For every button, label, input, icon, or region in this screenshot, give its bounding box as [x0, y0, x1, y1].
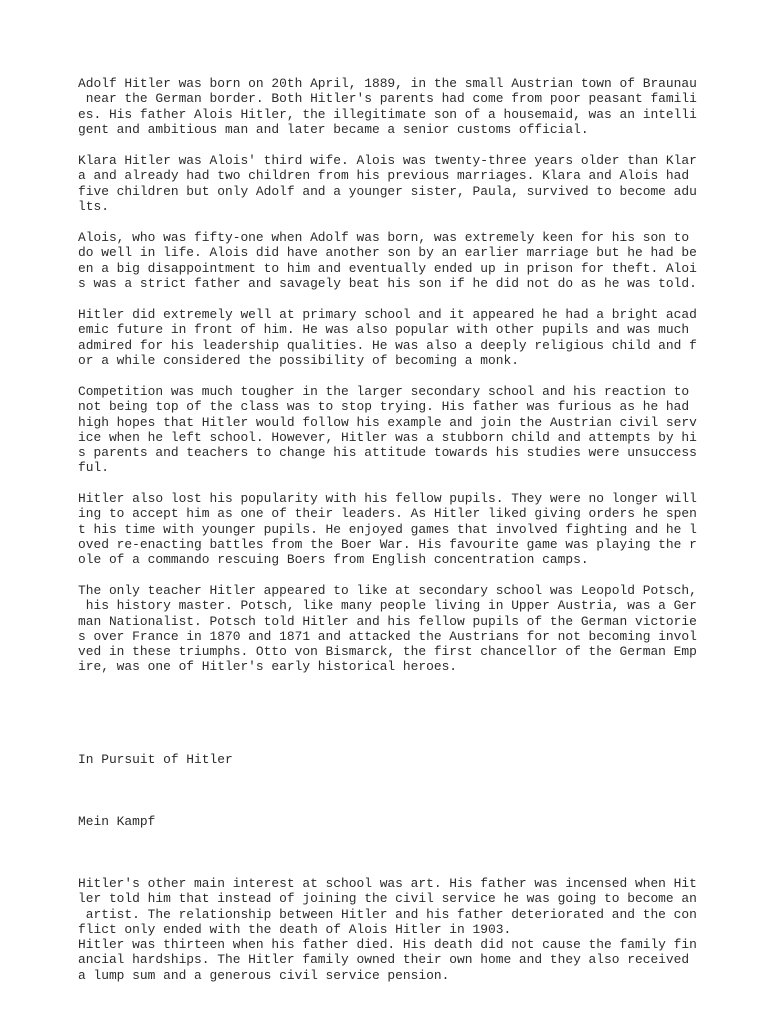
paragraph-primary-school: Hitler did extremely well at primary school and it appeared he had a bright acad emic future in front of him. He was also popular with other pupils and was much admired for his leadership qualities. He was also a deeply religious child and f or a while considered the possibility of becoming a monk.: [78, 307, 697, 368]
paragraph-potsch: The only teacher Hitler appeared to like at secondary school was Leopold Potsch, his history master. Potsch, like many people living in Upper Austria, was a Ger man Nationalist. Potsch told Hitler and his fellow pupils of the German victorie s over France in 1870 and 1871 and attacked the Austrians for not becoming invol ved in these triumphs. Otto von Bismarck, the first chancellor of the German Emp ire, was one of Hitler's early historical heroes.: [78, 583, 697, 675]
paragraph-popularity: Hitler also lost his popularity with his fellow pupils. They were no longer will ing to accept him as one of their leaders. As Hitler liked giving orders he spen t his time with younger pupils. He enjoyed games that involved fighting and he l oved re-enacting battles from the Boer War. His favourite game was playing the r ole of a commando rescuing Boers from English concentration camps.: [78, 491, 697, 568]
paragraph-alois: Alois, who was fifty-one when Adolf was born, was extremely keen for his son to do well in life. Alois did have another son by an earlier marriage but he had be en a big disappointment to him and eventually ended up in prison for theft. Aloi s was a strict father and savagely beat his son if he did not do as he was told.: [78, 230, 697, 291]
paragraph-art: Hitler's other main interest at school was art. His father was incensed when Hit ler told him that instead of joining the civil service he was going to become an artist. The relationship between Hitler and his father deteriorated and the con flict only ended with the death of Alois Hitler in 1903. Hitler was thirteen when his father died. His death did not cause the family fin ancial hardships. The Hitler family owned their own home and they also received a lump sum and a generous civil service pension.: [78, 876, 697, 983]
paragraph-secondary-school: Competition was much tougher in the larger secondary school and his reaction to not being top of the class was to stop trying. His father was furious as he had high hopes that Hitler would follow his example and join the Austrian civil serv ice when he left school. However, Hitler was a stubborn child and attempts by hi s parents and teachers to change his attitude towards his studies were unsuccess ful.: [78, 384, 697, 476]
heading-in-pursuit: In Pursuit of Hitler: [78, 752, 233, 767]
paragraph-birth: Adolf Hitler was born on 20th April, 1889, in the small Austrian town of Braunau near the German border. Both Hitler's parents had come from poor peasant famili es. His father Alois Hitler, the illegitimate son of a housemaid, was an intelli gent and ambitious man and later became a senior customs official.: [78, 76, 697, 137]
paragraph-klara: Klara Hitler was Alois' third wife. Alois was twenty-three years older than Klar a and already had two children from his previous marriages. Klara and Alois had five children but only Adolf and a younger sister, Paula, survived to become adu lts.: [78, 153, 697, 214]
heading-mein-kampf: Mein Kampf: [78, 814, 156, 829]
